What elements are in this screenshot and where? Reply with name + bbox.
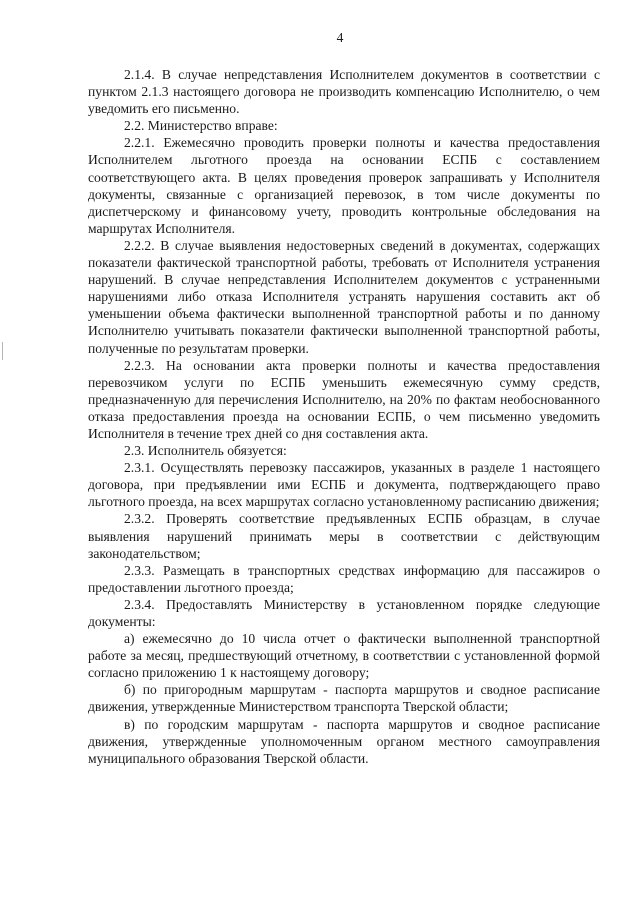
clause-2-3-4: 2.3.4. Предоставлять Министерству в установленном порядке следующие документы: xyxy=(88,596,600,629)
clause-2-3-1: 2.3.1. Осуществлять перевозку пассажиров, указанных в разделе 1 настоящего договора, при предъявлении ими ЕСПБ и документа, подтверждающего право льготного проезда, на всех маршрутах согласно установленному расписанию движения; xyxy=(88,460,600,510)
clause-2-2-2: 2.2.2. В случае выявления недостоверных сведений в документах, содержащих показатели фактической транспортной работы, требовать от Исполнителя устранения нарушений. В случае непредставления Исполнителем документов с устраненными нарушениями либо отказа Исполнителя устранять нарушения составить акт об уменьшении объема фактически выполненной транспортной работы и по данному Исполнителю учитывать показатели фактически выполненной транспортной работы, полученные по результатам проверки. xyxy=(88,237,600,356)
clause-2-3-4-v: в) по городским маршрутам - паспорта маршрутов и сводное расписание движения, утвержденные уполномоченным органом местного самоуправления муниципального образования Тверской области. xyxy=(88,716,600,766)
page-number: 4 xyxy=(336,30,344,45)
clause-2-3-4-a: а) ежемесячно до 10 числа отчет о фактически выполненной транспортной работе за месяц, предшествующий отчетному, в соответствии с установленной формой согласно приложению 1 к настоящему договору; xyxy=(88,631,600,681)
clause-2-3-2: 2.3.2. Проверять соответствие предъявленных ЕСПБ образцам, в случае выявления нарушений принимать меры в соответствии с действующим законодательством; xyxy=(88,511,600,561)
clause-2-3-3: 2.3.3. Размещать в транспортных средствах информацию для пассажиров о предоставлении льготного проезда; xyxy=(88,562,600,595)
clause-2-3-4-b: б) по пригородным маршрутам - паспорта маршрутов и сводное расписание движения, утвержденные Министерством транспорта Тверской области; xyxy=(88,682,600,715)
clause-2-2-3: 2.2.3. На основании акта проверки полноты и качества предоставления перевозчиком услуги по ЕСПБ уменьшить ежемесячную сумму средств, предназначенную для перечисления Исполнителю, на 20% по фактам необоснованного отказа предоставления проезда на основании ЕСПБ, о чем письменно уведомить Исполнителя в течение трех дней со дня составления акта. xyxy=(88,357,600,441)
clause-2-3-heading: 2.3. Исполнитель обязуется: xyxy=(124,443,287,459)
scan-edge-mark xyxy=(2,342,3,360)
clause-2-2-heading: 2.2. Министерство вправе: xyxy=(124,118,278,134)
clause-2-2-1: 2.2.1. Ежемесячно проводить проверки полноты и качества предоставления Исполнителем льготного проезда на основании ЕСПБ с составлением соответствующего акта. В целях проведения проверок запрашивать у Исполнителя документы, связанные с организацией перевозок, в том числе документы по диспетчерскому и финансовому учету, проводить контрольные обследования на маршрутах Исполнителя. xyxy=(88,135,600,236)
clause-2-1-4: 2.1.4. В случае непредставления Исполнителем документов в соответствии с пунктом 2.1.3 настоящего договора не производить компенсацию Исполнителю, о чем уведомить его письменно. xyxy=(88,67,600,117)
